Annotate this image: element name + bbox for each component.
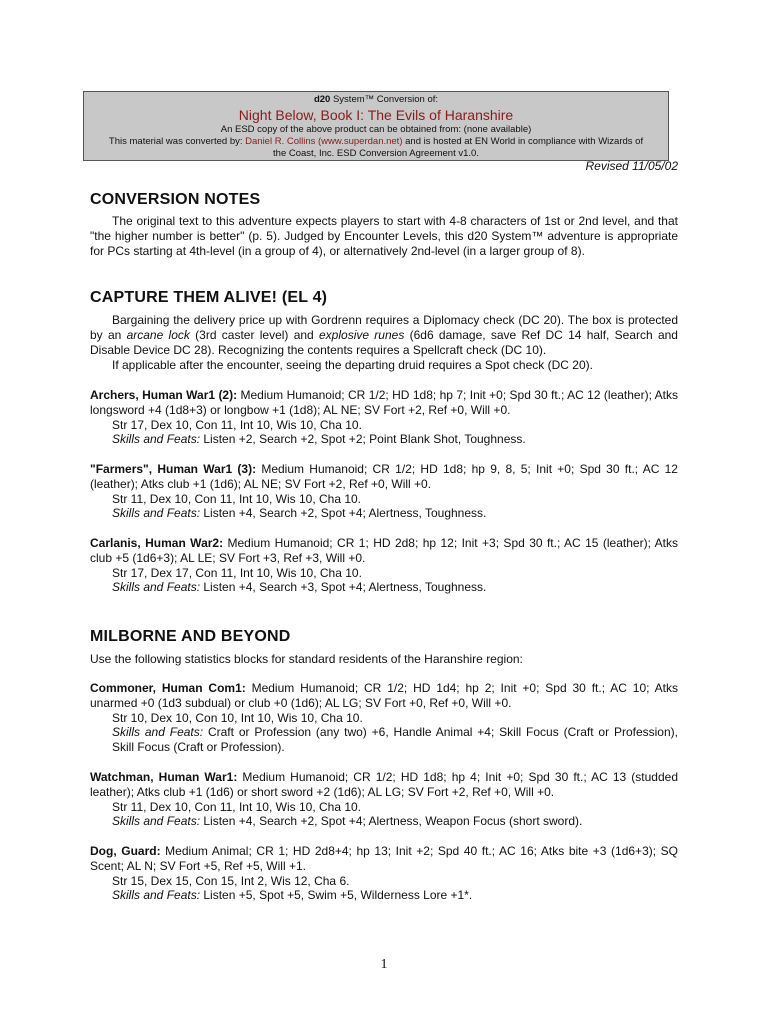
stat-block-farmers: "Farmers", Human War1 (3): Medium Humanoid; CR 1/2; HD 1d8; hp 9, 8, 5; Init +0; Spd 30 ft.; AC 12 (leather); Atks club +1 (1d6); AL NE; SV Fort +2, Ref +0, Will +0. Str 11, Dex 10, Con 11, Int 10, Wis 10, Cha 10. Skills and Feats: Listen +4, Search +2, Spot +4; Alertness, Toughness. xyxy=(90,462,678,521)
heading-capture-them-alive: CAPTURE THEM ALIVE! (EL 4) xyxy=(90,289,328,306)
conversion-header-box xyxy=(83,91,669,161)
header-line-3: An ESD copy of the above product can be obtained from: (none available) xyxy=(220,124,532,135)
milborne-intro: Use the following statistics blocks for standard residents of the Haranshire region: xyxy=(90,652,523,666)
header-line-4: This material was converted by: Daniel R. Collins (www.superdan.net) and is hosted at EN World in compliance with Wizards of xyxy=(108,136,644,147)
capture-paragraph-1: Bargaining the delivery price up with Gordrenn requires a Diplomacy check (DC 20). The box is protected by an arcane lock (3rd caster level) and explosive runes (6d6 damage, save Ref DC 14 half, Search and Disable Device DC 28). Recognizing the contents requires a Spellcraft check (DC 10). xyxy=(90,313,678,357)
header-line-5: the Coast, Inc. ESD Conversion Agreement v1.0. xyxy=(273,148,479,159)
heading-conversion-notes: CONVERSION NOTES xyxy=(90,191,261,208)
stat-block-archers: Archers, Human War1 (2): Medium Humanoid; CR 1/2; HD 1d8; hp 7; Init +0; Spd 30 ft.; AC 12 (leather); Atks longsword +4 (1d8+3) or longbow +1 (1d8); AL NE; SV Fort +2, Ref +0, Will +0. Str 17, Dex 10, Con 11, Int 10, Wis 10, Cha 10. Skills and Feats: Listen +2, Search +2, Spot +2; Point Blank Shot, Toughness. xyxy=(90,388,678,447)
author-link[interactable]: Daniel R. Collins (www.superdan.net) xyxy=(245,136,403,147)
header-line-1: d20 System™ Conversion of: xyxy=(313,94,439,105)
stat-block-watchman: Watchman, Human War1: Medium Humanoid; CR 1/2; HD 1d8; hp 4; Init +0; Spd 30 ft.; AC 13 (studded leather); Atks club +1 (1d6) or short sword +2 (1d6); AL LG; SV Fort +2, Ref +0, Will +0. Str 11, Dex 10, Con 11, Int 10, Wis 10, Cha 10. Skills and Feats: Listen +4, Search +2, Spot +4; Alertness, Weapon Focus (short sword). xyxy=(90,770,678,829)
stat-block-guard-dog: Dog, Guard: Medium Animal; CR 1; HD 2d8+4; hp 13; Init +2; Spd 40 ft.; AC 16; Atks bite +3 (1d6+3); SQ Scent; AL N; SV Fort +5, Ref +5, Will +1. Str 15, Dex 15, Con 15, Int 2, Wis 12, Cha 6. Skills and Feats: Listen +5, Spot +5, Swim +5, Wilderness Lore +1*. xyxy=(90,844,678,903)
heading-milborne-and-beyond: MILBORNE AND BEYOND xyxy=(90,628,291,645)
conversion-notes-paragraph: The original text to this adventure expects players to start with 4-8 characters of 1st or 2nd level, and that "the higher number is better" (p. 5). Judged by Encounter Levels, this d20 System™ adventure is appropriate for PCs starting at 4th-level (in a group of 4), or alternatively 2nd-level (in a larger group of 8). xyxy=(90,214,678,258)
page-number: 1 xyxy=(380,957,388,972)
capture-paragraph-2: If applicable after the encounter, seeing the departing druid requires a Spot check (DC 20). xyxy=(112,358,593,372)
stat-block-commoner: Commoner, Human Com1: Medium Humanoid; CR 1/2; HD 1d4; hp 2; Init +0; Spd 30 ft.; AC 10; Atks unarmed +0 (1d3 subdual) or club +0 (1d6); AL LG; SV Fort +0, Ref +0, Will +0. Str 10, Dex 10, Con 10, Int 10, Wis 10, Cha 10. Skills and Feats: Craft or Profession (any two) +6, Handle Animal +4; Skill Focus (Craft or Profession), Skill Focus (Craft or Profession). xyxy=(90,681,678,755)
product-title: Night Below, Book I: The Evils of Haranshire xyxy=(238,107,514,123)
revised-date: Revised 11/05/02 xyxy=(585,159,678,173)
stat-block-carlanis: Carlanis, Human War2: Medium Humanoid; CR 1; HD 2d8; hp 12; Init +3; Spd 30 ft.; AC 15 (leather); Atks club +5 (1d6+3); AL LE; SV Fort +3, Ref +3, Will +0. Str 17, Dex 17, Con 11, Int 10, Wis 10, Cha 10. Skills and Feats: Listen +4, Search +3, Spot +4; Alertness, Toughness. xyxy=(90,536,679,595)
